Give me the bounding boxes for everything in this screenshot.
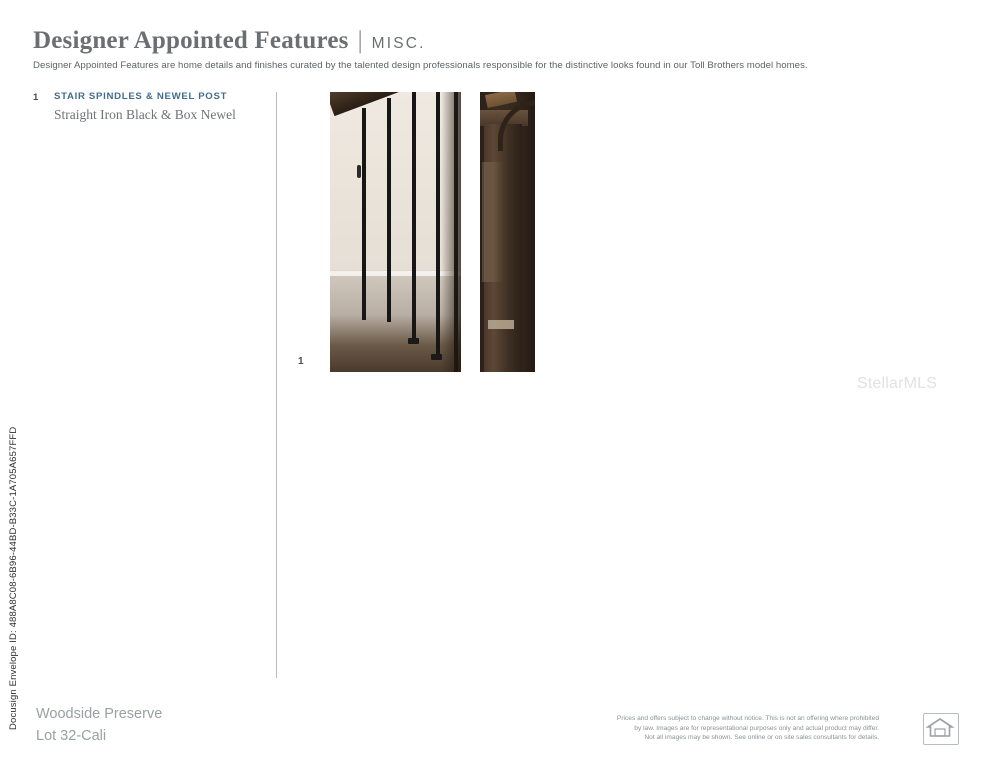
feature-label: STAIR SPINDLES & NEWEL POST bbox=[54, 91, 228, 102]
watermark: StellarMLS bbox=[856, 375, 938, 392]
disclaimer-line-1: Prices and offers subject to change without notice. This is not an offering where prohibited bbox=[616, 715, 879, 722]
list-item bbox=[33, 91, 263, 123]
feature-text bbox=[54, 91, 263, 123]
photo-spindle bbox=[362, 108, 366, 320]
content-divider bbox=[276, 92, 277, 678]
page-subtitle: Designer Appointed Features are home details and finishes curated by the talented design professionals responsible for the distinctive looks found in our Toll Brothers model homes. bbox=[33, 60, 808, 71]
photo-shadow bbox=[441, 92, 461, 372]
photo-highlight bbox=[482, 162, 504, 282]
page-title bbox=[33, 28, 933, 53]
stair-spindles-photo bbox=[330, 92, 461, 372]
docusign-envelope-id: Docusign Envelope ID: 488A8C08-6B96-44BD-B33C-1A705A657FFD bbox=[8, 426, 19, 730]
photo-spindle bbox=[412, 92, 416, 340]
disclaimer-line-3: Not all images may be shown. See online or on site sales consultants for details. bbox=[644, 734, 879, 742]
feature-number: 1 bbox=[33, 92, 39, 103]
feature-description: Straight Iron Black & Box Newel bbox=[54, 106, 236, 122]
title-separator: | bbox=[357, 27, 363, 54]
newel-post-photo bbox=[480, 92, 535, 372]
footer-disclaimer bbox=[579, 714, 879, 743]
equal-housing-opportunity-icon bbox=[923, 713, 959, 745]
photo-wall-fixture bbox=[357, 165, 361, 178]
page-title-main: Designer Appointed Features bbox=[33, 27, 349, 54]
lot-plan-name: Lot 32-Cali bbox=[36, 728, 107, 745]
page-title-category: MISC. bbox=[371, 35, 426, 52]
page-header bbox=[33, 28, 933, 71]
photo-light-patch bbox=[488, 320, 514, 329]
community-name: Woodside Preserve bbox=[36, 706, 163, 722]
feature-list bbox=[33, 91, 263, 123]
photo-spindle bbox=[436, 92, 440, 360]
footer-community-block bbox=[36, 703, 162, 748]
photo-spindle bbox=[387, 98, 391, 322]
photo-spindle-shoe bbox=[408, 338, 419, 344]
disclaimer-line-2: by law. Images are for representational purposes only and actual product may differ. bbox=[634, 724, 879, 732]
image-index-label: 1 bbox=[298, 356, 304, 367]
